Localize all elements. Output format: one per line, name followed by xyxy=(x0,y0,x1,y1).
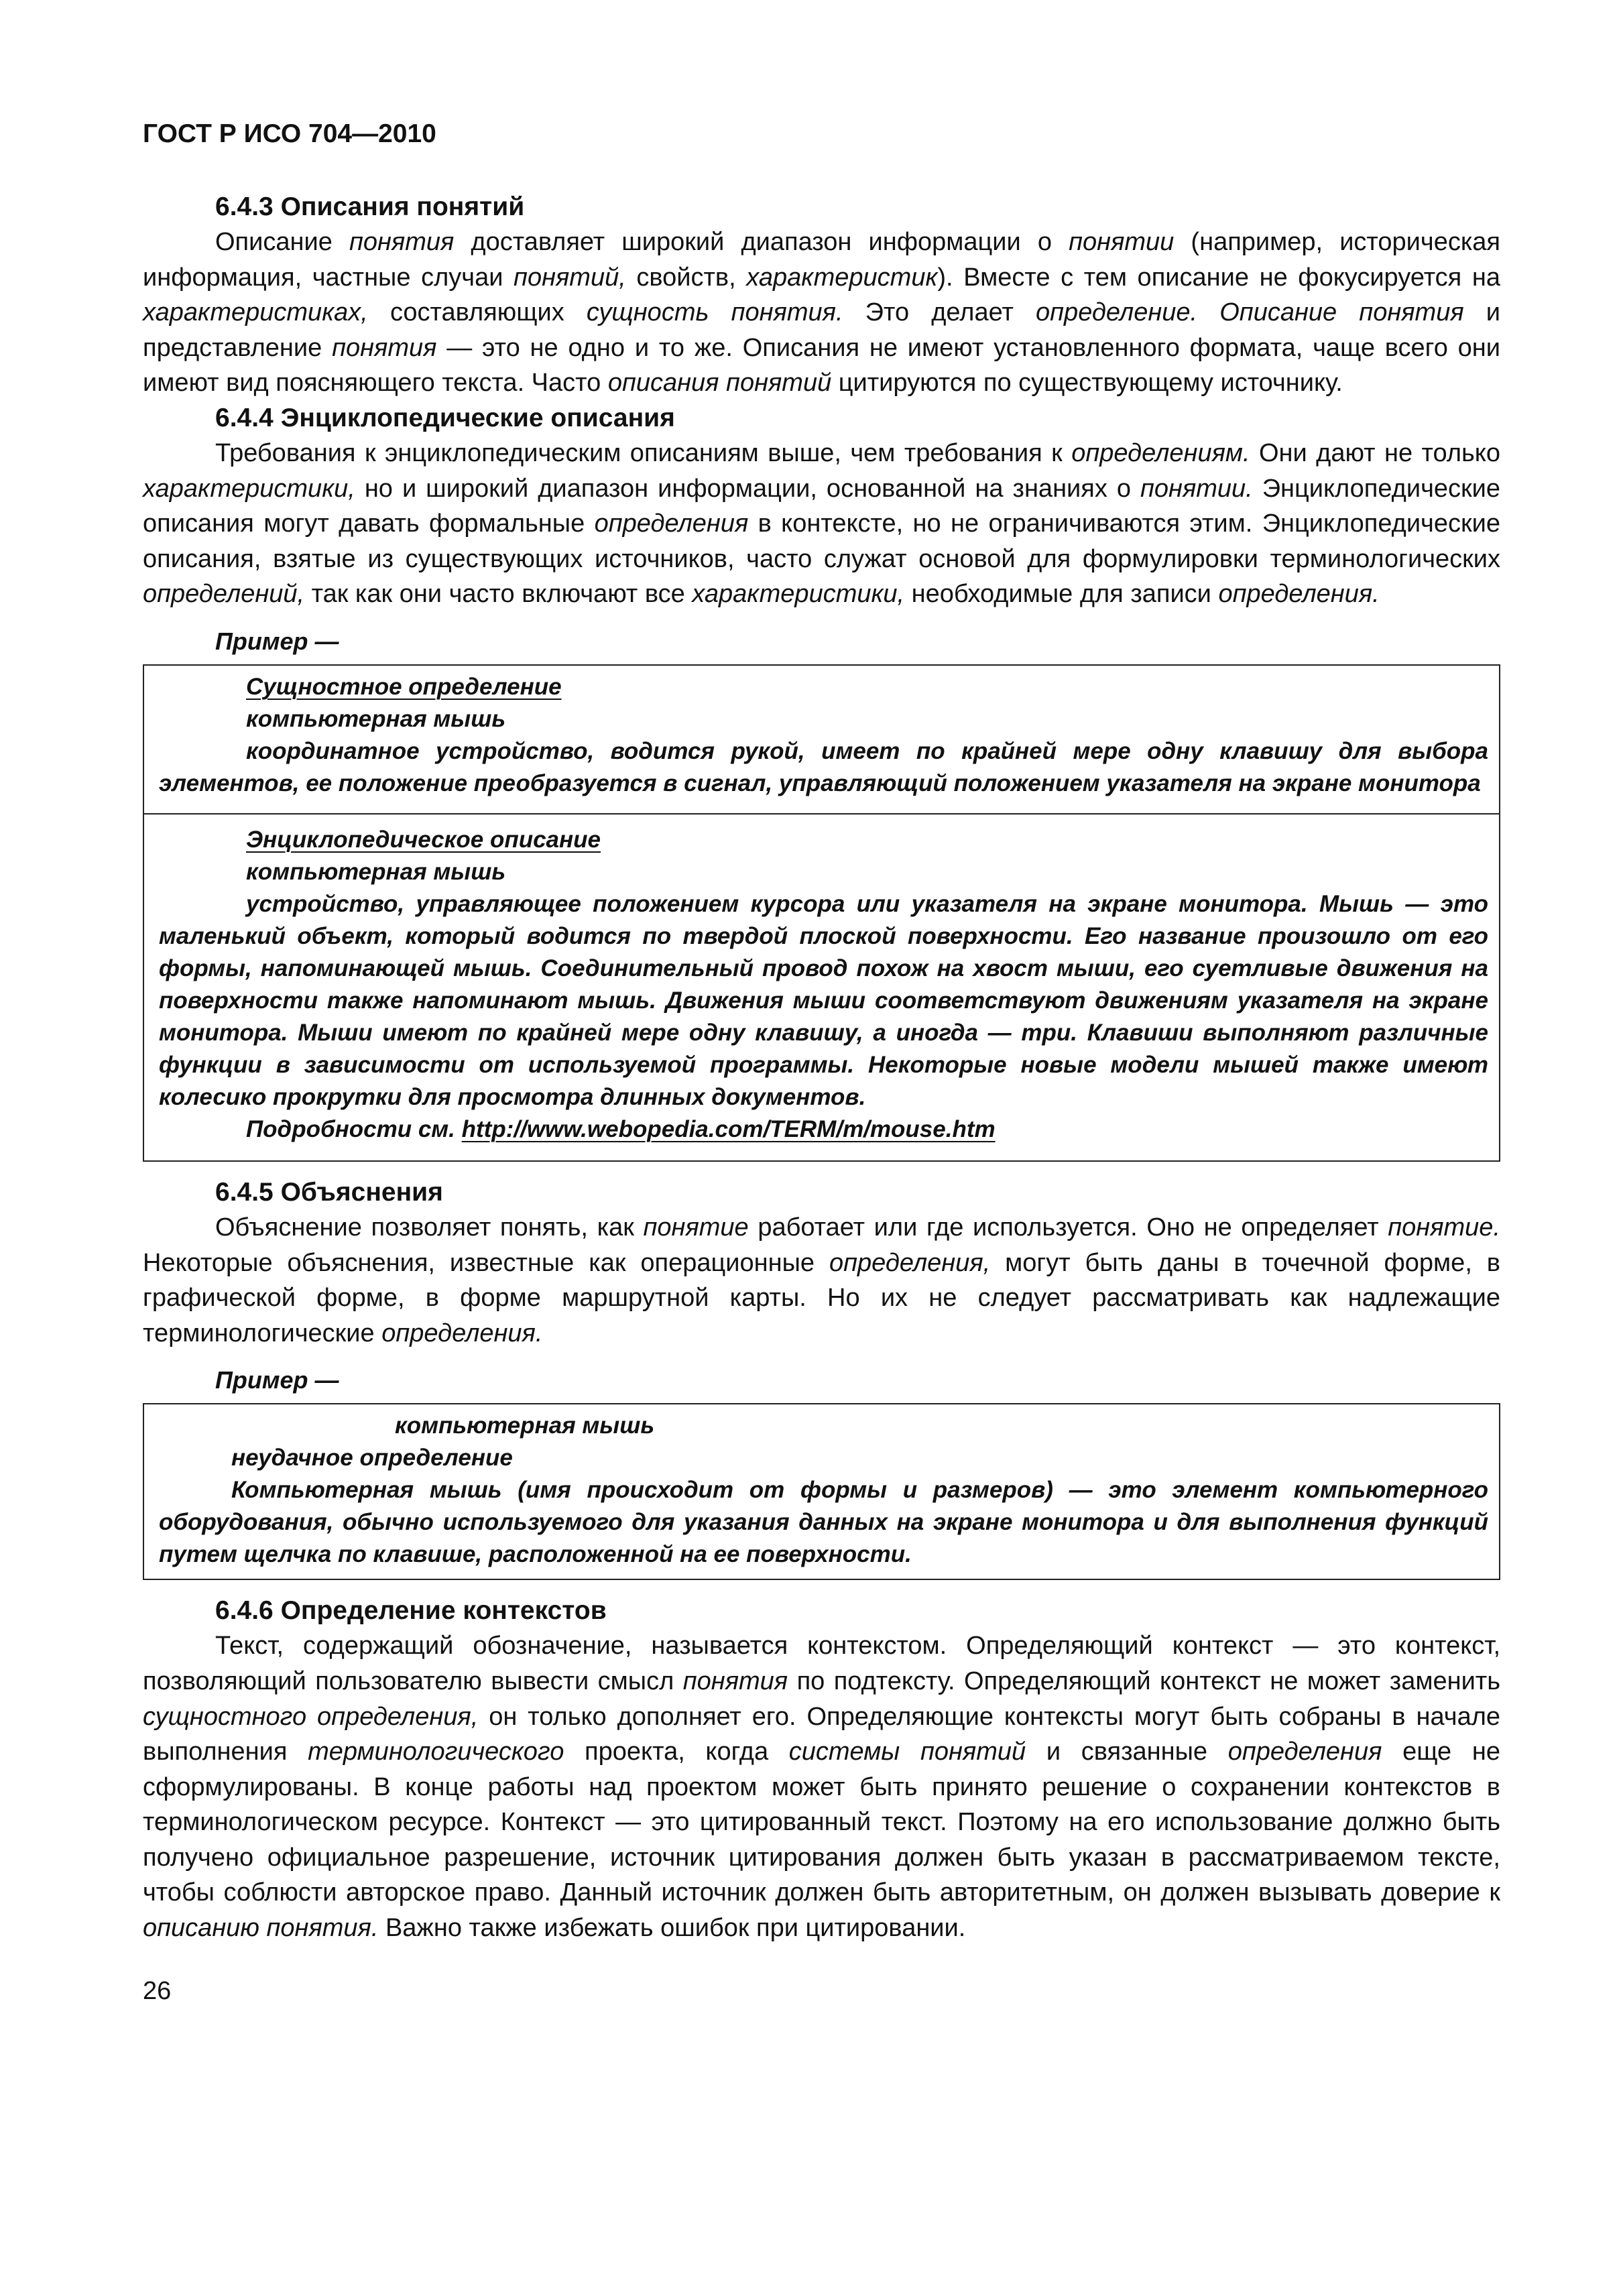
section-6-4-5-paragraph: Объяснение позволяет понять, как понятие работает или где используется. Оно не определяет понятие. Некоторые объяснения, известные как операционные определения, могут быть даны в точечной форме, в графической форме, в форме маршрутной карты. Но их не следует рассматривать как надлежащие терминологические определения. xyxy=(143,1213,1500,1347)
details-line: Подробности см. http://www.webopedia.com/TERM/m/mouse.htm xyxy=(246,1115,996,1142)
example-2-term: компьютерная мышь xyxy=(395,1412,655,1439)
section-6-4-5-title: 6.4.5 Объяснения xyxy=(215,1177,443,1207)
section-6-4-3-paragraph: Описание понятия доставляет широкий диапазон информации о понятии (например, историческая информация, частные случаи понятий, свойств, характеристик). Вместе с тем описание не фокусируется на характеристиках, составляющих сущность понятия. Это делает определение. Описание понятия и представление понятия — это не одно и то же. Описания не имеют установленного формата, чаще всего они имеют вид поясняющего текста. Часто описания понятий цитируются по существующему источнику. xyxy=(143,228,1501,398)
example-2-text: Компьютерная мышь (имя происходит от формы и размеров) — это элемент компьютерного оборудования, обычно используемого для указания данных на экране монитора и для выполнения функций путем щелчка по клавише, расположенной на ее поверхности. xyxy=(159,1477,1488,1568)
section-6-4-6-paragraph: Текст, содержащий обозначение, называется контекстом. Определяющий контекст — это контекст, позволяющий пользователю вывести смысл понятия по подтексту. Определяющий контекст не может заменить сущностного определения, он только дополняет его. Определяющие контексты могут быть собраны в начале выполнения терминологического проекта, когда системы понятий и связанные определения еще не сформулированы. В конце работы над проектом может быть принято решение о сохранении контекстов в терминологическом ресурсе. Контекст — это цитированный текст. Поэтому на его использование должно быть получено официальное разрешение, источник цитирования должен быть указан в рассматриваемом тексте, чтобы соблюсти авторское право. Данный источник должен быть авторитетным, он должен вызывать доверие к описанию понятия. Важно также избежать ошибок при цитировании. xyxy=(143,1632,1501,1943)
encyclopedic-description-text: устройство, управляющее положением курсора или указателя на экране монитора. Мышь — это маленький объект, который водится по твердой плоской поверхности. Его название произошло от его формы, напоминающей мышь. Соединительный провод похож на хвост мыши, его суетливые движения на поверхности также напоминают мышь. Движения мыши соответствуют движениям указателя на экране монитора. Мыши имеют по крайней мере одну клавишу, а иногда — три. Клавиши выполняют различные функции в зависимости от используемой программы. Некоторые новые модели мышей также имеют колесико прокрутки для просмотра длинных документов. xyxy=(159,890,1488,1110)
encyclopedic-description-heading: Энциклопедическое описание xyxy=(246,826,601,853)
webopedia-link[interactable]: http://www.webopedia.com/TERM/m/mouse.htm xyxy=(461,1115,996,1142)
essential-definition-block xyxy=(159,671,1488,806)
document-page xyxy=(143,117,1500,2008)
encyclopedic-description-term: компьютерная мышь xyxy=(246,858,506,885)
section-6-4-4-title: 6.4.4 Энциклопедические описания xyxy=(215,403,675,432)
example-2-box xyxy=(143,1403,1500,1580)
section-6-4-3-title: 6.4.3 Описания понятий xyxy=(215,192,525,221)
document-header: ГОСТ Р ИСО 704—2010 xyxy=(143,119,436,148)
example-2-subtitle: неудачное определение xyxy=(231,1445,513,1471)
essential-definition-heading: Сущностное определение xyxy=(246,673,562,700)
encyclopedic-description-block xyxy=(159,824,1488,1152)
box-divider xyxy=(144,813,1499,814)
essential-definition-term: компьютерная мышь xyxy=(246,705,506,732)
section-6-4-4-paragraph: Требования к энциклопедическим описаниям выше, чем требования к определениям. Они дают не только характеристики, но и широкий диапазон информации, основанной на знаниях о понятии. Энциклопедические описания могут давать формальные определения в контексте, но не ограничиваются этим. Энциклопедические описания, взятые из существующих источников, часто служат основой для формулировки терминологических определений, так как они часто включают все характеристики, необходимые для записи определения. xyxy=(143,438,1500,609)
section-6-4-6-title: 6.4.6 Определение контекстов xyxy=(215,1596,607,1626)
example-2-label: Пример — xyxy=(215,1366,339,1394)
essential-definition-text: координатное устройство, водится рукой, имеет по крайней мере одну клавишу для выбора элементов, ее положение преобразуется в сигнал, управляющий положением указателя на экране монитора xyxy=(159,737,1488,796)
page-number: 26 xyxy=(143,1976,172,2005)
example-1-box xyxy=(143,664,1500,1162)
example-1-label: Пример — xyxy=(215,627,339,655)
